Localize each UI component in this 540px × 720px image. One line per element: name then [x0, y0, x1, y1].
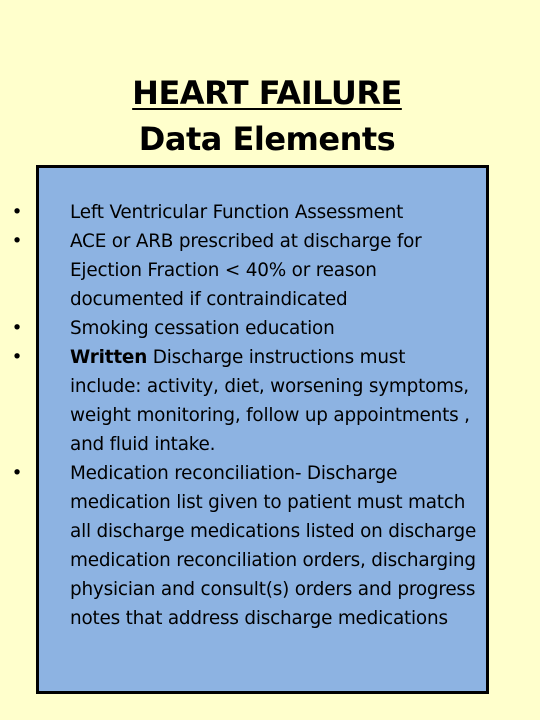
- title-line-1: HEART FAILURE: [132, 74, 402, 112]
- bullet-rest: Discharge instructions must include: activity, diet, worsening symptoms, weight monitoring, follow up appointments , and fluid intake.: [70, 347, 470, 455]
- bullet-icon: •: [11, 202, 23, 223]
- bullet-text: Left Ventricular Function Assessment: [70, 202, 404, 223]
- bullet-text: Medication reconciliation- Discharge medication list given to patient must match all discharge medications listed on discharge medication reconciliation orders, discharging physician and consult(s) orders and progress notes that address discharge medications: [70, 463, 477, 629]
- slide-title: [0, 70, 534, 162]
- bullet-text: Smoking cessation education: [70, 318, 335, 339]
- bullet-icon: •: [11, 318, 23, 339]
- bullet-item-discharge-instructions: [11, 343, 486, 459]
- bullet-item-lv-function: [11, 198, 486, 227]
- bullet-text: [70, 343, 480, 459]
- bullet-lead: Written: [70, 347, 148, 368]
- bullet-item-ace-arb: [11, 227, 486, 314]
- bullet-item-med-reconciliation: [11, 459, 486, 633]
- bullet-list: [11, 198, 486, 633]
- bullet-icon: •: [11, 231, 23, 252]
- bullet-icon: •: [11, 463, 23, 484]
- bullet-text: ACE or ARB prescribed at discharge for Ejection Fraction < 40% or reason documented if contraindicated: [70, 231, 422, 310]
- bullet-icon: •: [11, 347, 23, 368]
- title-line-2: Data Elements: [138, 120, 396, 158]
- bullet-item-smoking: [11, 314, 486, 343]
- content-panel: [11, 165, 489, 694]
